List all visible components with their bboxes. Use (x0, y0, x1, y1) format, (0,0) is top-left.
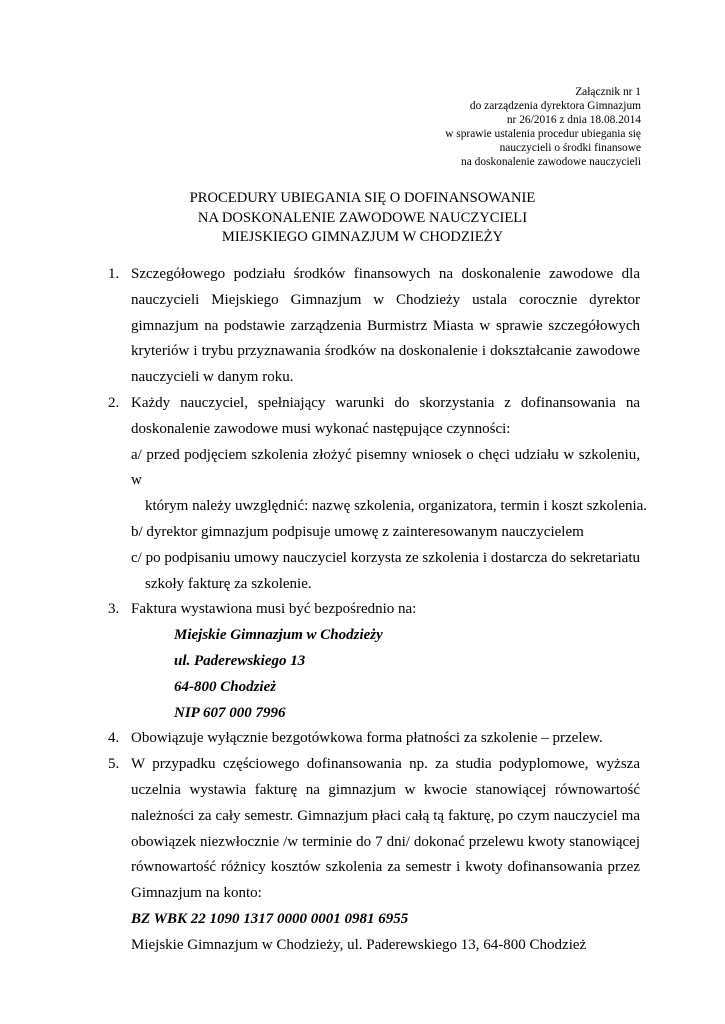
list-item-4 (108, 726, 640, 752)
sub-item-a (131, 443, 648, 520)
annex-line: do zarządzenia dyrektora Gimnazjum (469, 100, 641, 112)
item-line: równowartość różnicy kosztów szkolenia za semestr i kwoty dofinansowania przez (131, 859, 640, 876)
list-item-5 (108, 752, 640, 958)
item-line: doskonalenie zawodowe musi wykonać następujące czynności: (131, 420, 511, 437)
title-line: PROCEDURY UBIEGANIA SIĘ O DOFINANSOWANIE (189, 190, 536, 206)
item-line: gimnazjum na podstawie zarządzenia Burmistrz Miasta w sprawie szczegółowych (131, 317, 640, 334)
document-title (0, 189, 725, 248)
annex-line: nauczycieli o środki finansowe (499, 142, 641, 154)
list-item-2 (108, 391, 648, 597)
item-line: uczelnia wystawia fakturę na gimnazjum w kwocie stanowiącej równowartość (131, 781, 640, 798)
procedure-list (108, 262, 648, 959)
address-line: 64-800 Chodzież (174, 678, 277, 695)
title-line: MIEJSKIEGO GIMNAZJUM W CHODZIEŻY (221, 229, 504, 246)
item-line: Gimnazjum na konto: (131, 885, 262, 902)
sub-line: b/ dyrektor gimnazjum podpisuje umowę z zainteresowanym nauczycielem (131, 523, 584, 540)
annex-line: w sprawie ustalenia procedur ubiegania się (445, 128, 641, 140)
sub-line: c/ po podpisaniu umowy nauczyciel korzysta ze szkolenia i dostarcza do sekretariatu (131, 549, 640, 566)
bank-account: BZ WBK 22 1090 1317 0000 0001 0981 6955 (131, 910, 409, 927)
list-item-1 (108, 262, 640, 391)
item-number: 5. (108, 756, 120, 773)
item-line: nauczycieli w danym roku. (131, 369, 294, 386)
item-line: obowiązek niezwłocznie /w terminie do 7 dni/ dokonać przelewu kwoty stanowiącej (131, 833, 640, 850)
annex-line: nr 26/2016 z dnia 18.08.2014 (506, 114, 641, 126)
title-line: NA DOSKONALENIE ZAWODOWE NAUCZYCIELI (197, 209, 528, 226)
item-line: nauczycieli Miejskiego Gimnazjum w Chodzieży ustala corocznie dyrektor (131, 291, 640, 308)
sub-line: a/ przed podjęciem szkolenia złożyć pisemny wniosek o chęci udziału w szkoleniu, w (131, 446, 640, 489)
sub-line: szkoły fakturę za szkolenie. (145, 575, 312, 592)
annex-line: Załącznik nr 1 (575, 86, 641, 98)
item-line: Każdy nauczyciel, spełniający warunki do skorzystania z dofinansowania na (131, 394, 640, 411)
item-number: 3. (108, 601, 120, 618)
sub-item-b (131, 520, 640, 546)
sub-item-c (131, 546, 640, 598)
item-number: 1. (108, 266, 120, 282)
item-line: Faktura wystawiona musi być bezpośrednio na: (131, 601, 417, 618)
invoice-address (131, 623, 640, 726)
item-line: należności za cały semestr. Gimnazjum płaci całą tą fakturę, po czym nauczyciel ma (131, 807, 640, 824)
item-line: kryteriów i trybu przyznawania środków na doskonalenie i dokształcanie zawodowe (131, 343, 640, 360)
address-line: ul. Paderewskiego 13 (174, 652, 306, 669)
list-item-3 (108, 597, 640, 726)
item-number: 2. (108, 394, 120, 411)
address-line: NIP 607 000 7996 (174, 704, 286, 721)
sub-line: którym należy uwzględnić: nazwę szkolenia, organizatora, termin i koszt szkolenia. (145, 498, 648, 515)
address-line: Miejskie Gimnazjum w Chodzieży (174, 627, 383, 644)
annex-header (221, 85, 641, 169)
item-number: 4. (108, 730, 120, 747)
recipient-address: Miejskie Gimnazjum w Chodzieży, ul. Paderewskiego 13, 64-800 Chodzież (131, 936, 587, 953)
item-line: Obowiązuje wyłącznie bezgotówkowa forma płatności za szkolenie – przelew. (131, 730, 603, 747)
item-line: Szczegółowego podziału środków finansowych na doskonalenie zawodowe dla (131, 266, 640, 282)
annex-line: na doskonalenie zawodowe nauczycieli (461, 156, 641, 168)
item-line: W przypadku częściowego dofinansowania np. za studia podyplomowe, wyższa (131, 756, 640, 773)
